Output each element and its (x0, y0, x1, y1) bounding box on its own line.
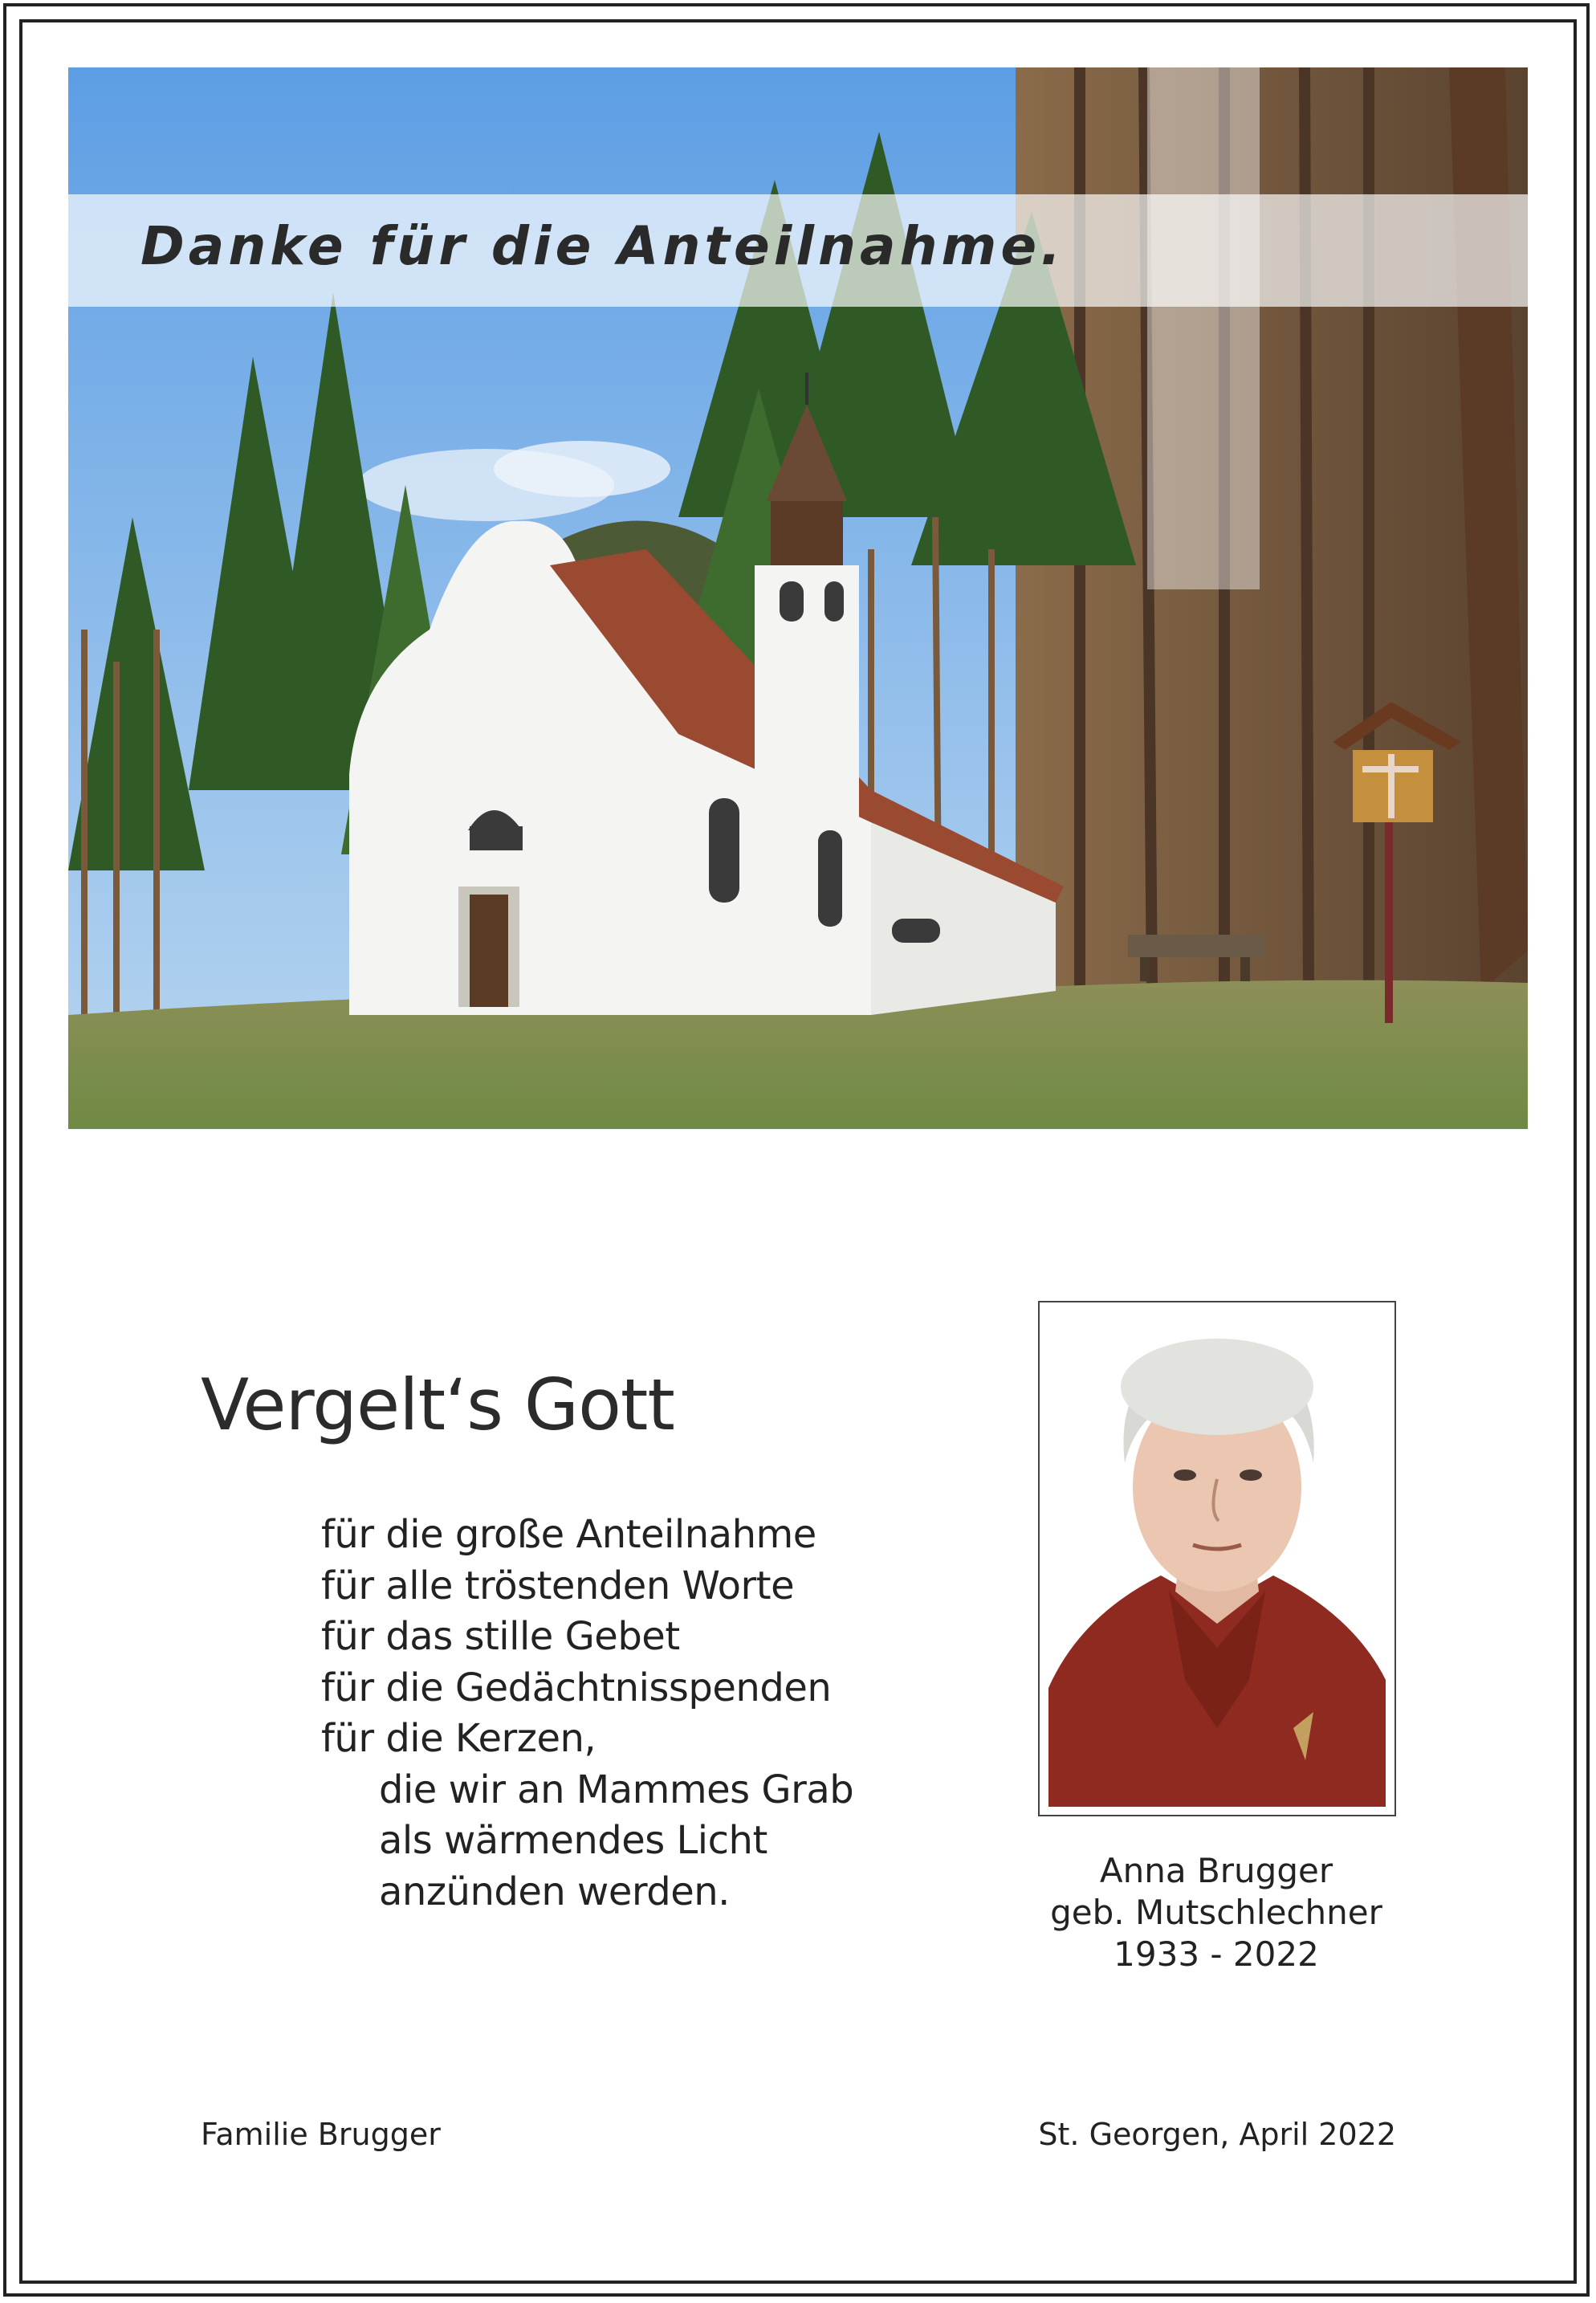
family-signature: Familie Brugger (201, 2117, 441, 2152)
thanks-text (321, 1510, 853, 1918)
deceased-name: Anna Brugger (1099, 1851, 1333, 1890)
banner-title: Danke für die Anteilnahme. (140, 215, 1065, 277)
page-heading: Vergelt‘s Gott (201, 1363, 674, 1446)
deceased-birth-name: geb. Mutschlechner (1050, 1893, 1382, 1932)
place-date: St. Georgen, April 2022 (1038, 2117, 1396, 2152)
thanks-line: für das stille Gebet (321, 1614, 680, 1659)
thanks-line-indented: als wärmendes Licht (379, 1818, 767, 1863)
thanks-line: für die Kerzen, (321, 1716, 596, 1761)
deceased-years: 1933 - 2022 (1114, 1934, 1319, 1974)
thanks-line-indented: die wir an Mammes Grab (379, 1767, 854, 1812)
thanks-line: für die Gedächtnisspenden (321, 1665, 832, 1710)
thanks-line: für alle tröstenden Worte (321, 1563, 795, 1608)
thanks-line-indented: anzünden werden. (379, 1869, 730, 1914)
portrait-illustration (1048, 1310, 1386, 1807)
cross-overlay (1147, 67, 1260, 589)
portrait-photo (1048, 1310, 1386, 1807)
thanks-line: für die große Anteilnahme (321, 1512, 816, 1557)
deceased-info (1044, 1850, 1389, 1975)
